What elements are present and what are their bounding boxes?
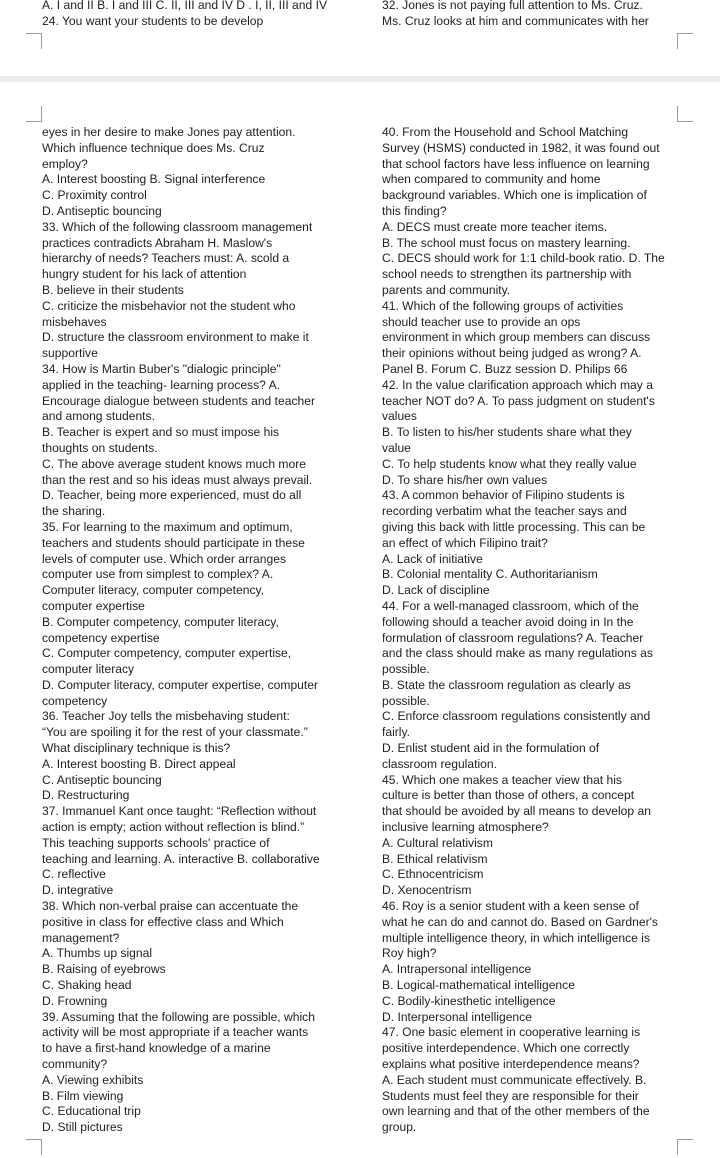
text-line: 37. Immanuel Kant once taught: “Reflection without [42,804,317,819]
text-line: computer expertise [42,598,145,613]
text-line: C. Educational trip [42,1104,141,1119]
text-line: positive interdependence. Which one correctly [382,1041,630,1056]
text-line: A. Viewing exhibits [42,1072,144,1087]
text-line: explains what positive interdependence means? [382,1057,640,1072]
text-line: B. believe in their students [42,282,184,297]
text-line: 33. Which of the following classroom management [42,219,313,234]
text-line: values [382,409,417,424]
top-right-column [382,0,649,30]
text-line: school needs to strengthen its partnership with [382,267,632,282]
text-line: C. Shaking head [42,978,132,993]
text-line: B. Raising of eyebrows [42,962,166,977]
text-line: activity will be most appropriate if a teacher wants [42,1025,309,1040]
text-line: parents and community. [382,282,511,297]
text-line: 42. In the value clarification approach which may a [382,377,653,392]
text-line: inclusive learning atmosphere? [382,820,549,835]
text-line: B. Computer competency, computer literacy, [42,614,279,629]
text-line: teacher NOT do? A. To pass judgment on student's [382,393,655,408]
text-line: an effect of which Filipino trait? [382,535,548,550]
text-line: D. Xenocentrism [382,883,472,898]
text-line: recording verbatim what the teacher says and [382,504,627,519]
text-line: A. Thumbs up signal [42,946,153,961]
text-line: possible. [382,662,430,677]
text-line: 44. For a well-managed classroom, which of the [382,598,639,613]
text-line: A. Cultural relativism [382,835,493,850]
text-line: positive in class for effective class and Which [42,914,284,929]
text-line: their opinions without being judged as wrong? A. [382,346,642,361]
text-line: teachers and students should participate in these [42,535,305,550]
text-line: following should a teacher avoid doing in In the [382,614,634,629]
crop-mark [677,106,693,122]
text-line: C. Ethnocentricism [382,867,484,882]
crop-mark [26,33,42,49]
text-line: that school factors have less influence on learning [382,156,650,171]
text-line: D. Still pictures [42,1120,123,1135]
text-line: What disciplinary technique is this? [42,741,231,756]
text-line: Computer literacy, computer competency, [42,583,265,598]
crop-mark [26,106,42,122]
text-line: Students must feel they are responsible for their [382,1088,639,1103]
text-line: C. To help students know what they really value [382,456,637,471]
text-line: should teacher use to provide an ops [382,314,581,329]
page-main [0,82,720,1158]
text-line: to have a first-hand knowledge of a marine [42,1041,271,1056]
text-line: supportive [42,346,98,361]
crop-mark [26,1139,42,1155]
text-line: C. reflective [42,867,106,882]
text-line: B. The school must focus on mastery learning. [382,235,631,250]
text-line: A. I and II B. I and III C. II, III and IV D . I, II, III and IV [42,0,328,12]
text-line: applied in the teaching- learning process? A. [42,377,281,392]
top-left-column [42,0,327,30]
text-line: that should be avoided by all means to develop an [382,804,651,819]
text-line: action is empty; action without reflection is blind.” [42,820,305,835]
text-line: D. Enlist student aid in the formulation of [382,741,600,756]
text-line: 41. Which of the following groups of activities [382,298,624,313]
text-line: “You are spoiling it for the rest of your classmate.” [42,725,308,740]
text-line: D. To share his/her own values [382,472,548,487]
text-line: D. Teacher, being more experienced, must do all [42,488,302,503]
text-line: B. Ethical relativism [382,851,488,866]
text-line: D. Interpersonal intelligence [382,1009,532,1024]
text-line: Which influence technique does Ms. Cruz [42,140,265,155]
text-line: Encourage dialogue between students and teacher [42,393,315,408]
crop-mark [677,1139,693,1155]
text-line: giving this back with little processing. This can be [382,519,646,534]
text-line: D. Antiseptic bouncing [42,203,162,218]
text-line: This teaching supports schools' practice of [42,835,270,850]
text-line: culture is better than those of others, a concept [382,788,635,803]
text-line: misbehaves [42,314,107,329]
text-line: Panel B. Forum C. Buzz session D. Philips 66 [382,361,628,376]
text-line: 24. You want your students to be develop [42,13,264,28]
text-line: D. structure the classroom environment to make it [42,330,309,345]
text-line: competency expertise [42,630,160,645]
text-line: community? [42,1057,108,1072]
text-line: 32. Jones is not paying full attention to Ms. Cruz. [382,0,643,12]
text-line: levels of computer use. Which order arranges [42,551,287,566]
text-line: when compared to community and home [382,172,601,187]
text-line: Ms. Cruz looks at him and communicates with her [382,13,649,28]
text-line: multiple intelligence theory, in which intelligence is [382,930,650,945]
text-line: hierarchy of needs? Teachers must: A. scold a [42,251,290,266]
text-line: and the class should make as many regulations as [382,646,653,661]
text-line: 40. From the Household and School Matching [382,125,629,139]
page-top-fragment [0,0,720,76]
text-line: thoughts on students. [42,440,158,455]
text-line: practices contradicts Abraham H. Maslow's [42,235,273,250]
text-line: D. Restructuring [42,788,130,803]
text-line: management? [42,930,120,945]
text-line: D. Computer literacy, computer expertise, computer [42,677,319,692]
text-line: competency [42,693,108,708]
text-line: and among students. [42,409,155,424]
text-line: employ? [42,156,88,171]
text-line: the sharing. [42,504,106,519]
text-line: C. The above average student knows much more [42,456,306,471]
text-line: background variables. Which one is implication of [382,188,647,203]
text-line: than the rest and so his ideas must always prevail. [42,472,313,487]
text-line: C. Proximity control [42,188,147,203]
text-line: A. Interest boosting B. Direct appeal [42,756,236,771]
text-line: this finding? [382,203,447,218]
text-line: C. Enforce classroom regulations consistently and [382,709,651,724]
text-line: computer use from simplest to complex? A. [42,567,274,582]
text-line: value [382,440,411,455]
text-line: D. Frowning [42,993,108,1008]
text-line: A. Interest boosting B. Signal interference [42,172,266,187]
text-line: 45. Which one makes a teacher view that his [382,772,622,787]
text-line: 36. Teacher Joy tells the misbehaving student: [42,709,290,724]
text-line: D. integrative [42,883,114,898]
text-line: computer literacy [42,662,135,677]
right-column [382,125,682,1136]
crop-mark [677,33,693,49]
text-line: 47. One basic element in cooperative learning is [382,1025,641,1040]
text-line: A. DECS must create more teacher items. [382,219,608,234]
text-line: group. [382,1120,417,1135]
text-line: 39. Assuming that the following are possible, which [42,1009,315,1024]
text-line: what he can do and cannot do. Based on Gardner's [382,914,658,929]
text-line: A. Each student must communicate effectively. B. [382,1072,647,1087]
text-line: C. DECS should work for 1:1 child-book ratio. D. The [382,251,665,266]
text-line: formulation of classroom regulations? A. Teacher [382,630,644,645]
text-line: teaching and learning. A. interactive B. collaborative [42,851,320,866]
text-line: B. Logical-mathematical intelligence [382,978,575,993]
text-line: 35. For learning to the maximum and optimum, [42,519,293,534]
text-line: eyes in her desire to make Jones pay attention. [42,125,296,139]
text-line: possible. [382,693,430,708]
text-line: 43. A common behavior of Filipino students is [382,488,625,503]
text-line: 38. Which non-verbal praise can accentuate the [42,899,299,914]
text-line: environment in which group members can discuss [382,330,651,345]
text-line: C. Antiseptic bouncing [42,772,162,787]
left-column [42,125,342,1136]
text-line: A. Intrapersonal intelligence [382,962,532,977]
text-line: B. Film viewing [42,1088,124,1103]
text-line: B. Colonial mentality C. Authoritarianism [382,567,598,582]
text-line: 34. How is Martin Buber's "dialogic principle" [42,361,281,376]
text-line: D. Lack of discipline [382,583,490,598]
text-line: classroom regulation. [382,756,497,771]
text-line: Survey (HSMS) conducted in 1982, it was found out [382,140,660,155]
text-line: C. Computer competency, computer expertise, [42,646,292,661]
text-line: own learning and that of the other members of the [382,1104,650,1119]
text-line: 46. Roy is a senior student with a keen sense of [382,899,639,914]
text-line: C. criticize the misbehavior not the student who [42,298,296,313]
text-line: B. To listen to his/her students share what they [382,425,632,440]
text-line: C. Bodily-kinesthetic intelligence [382,993,556,1008]
text-line: hungry student for his lack of attention [42,267,247,282]
text-line: B. State the classroom regulation as clearly as [382,677,631,692]
text-line: Roy high? [382,946,437,961]
text-line: A. Lack of initiative [382,551,483,566]
text-line: fairly. [382,725,410,740]
text-line: B. Teacher is expert and so must impose his [42,425,280,440]
